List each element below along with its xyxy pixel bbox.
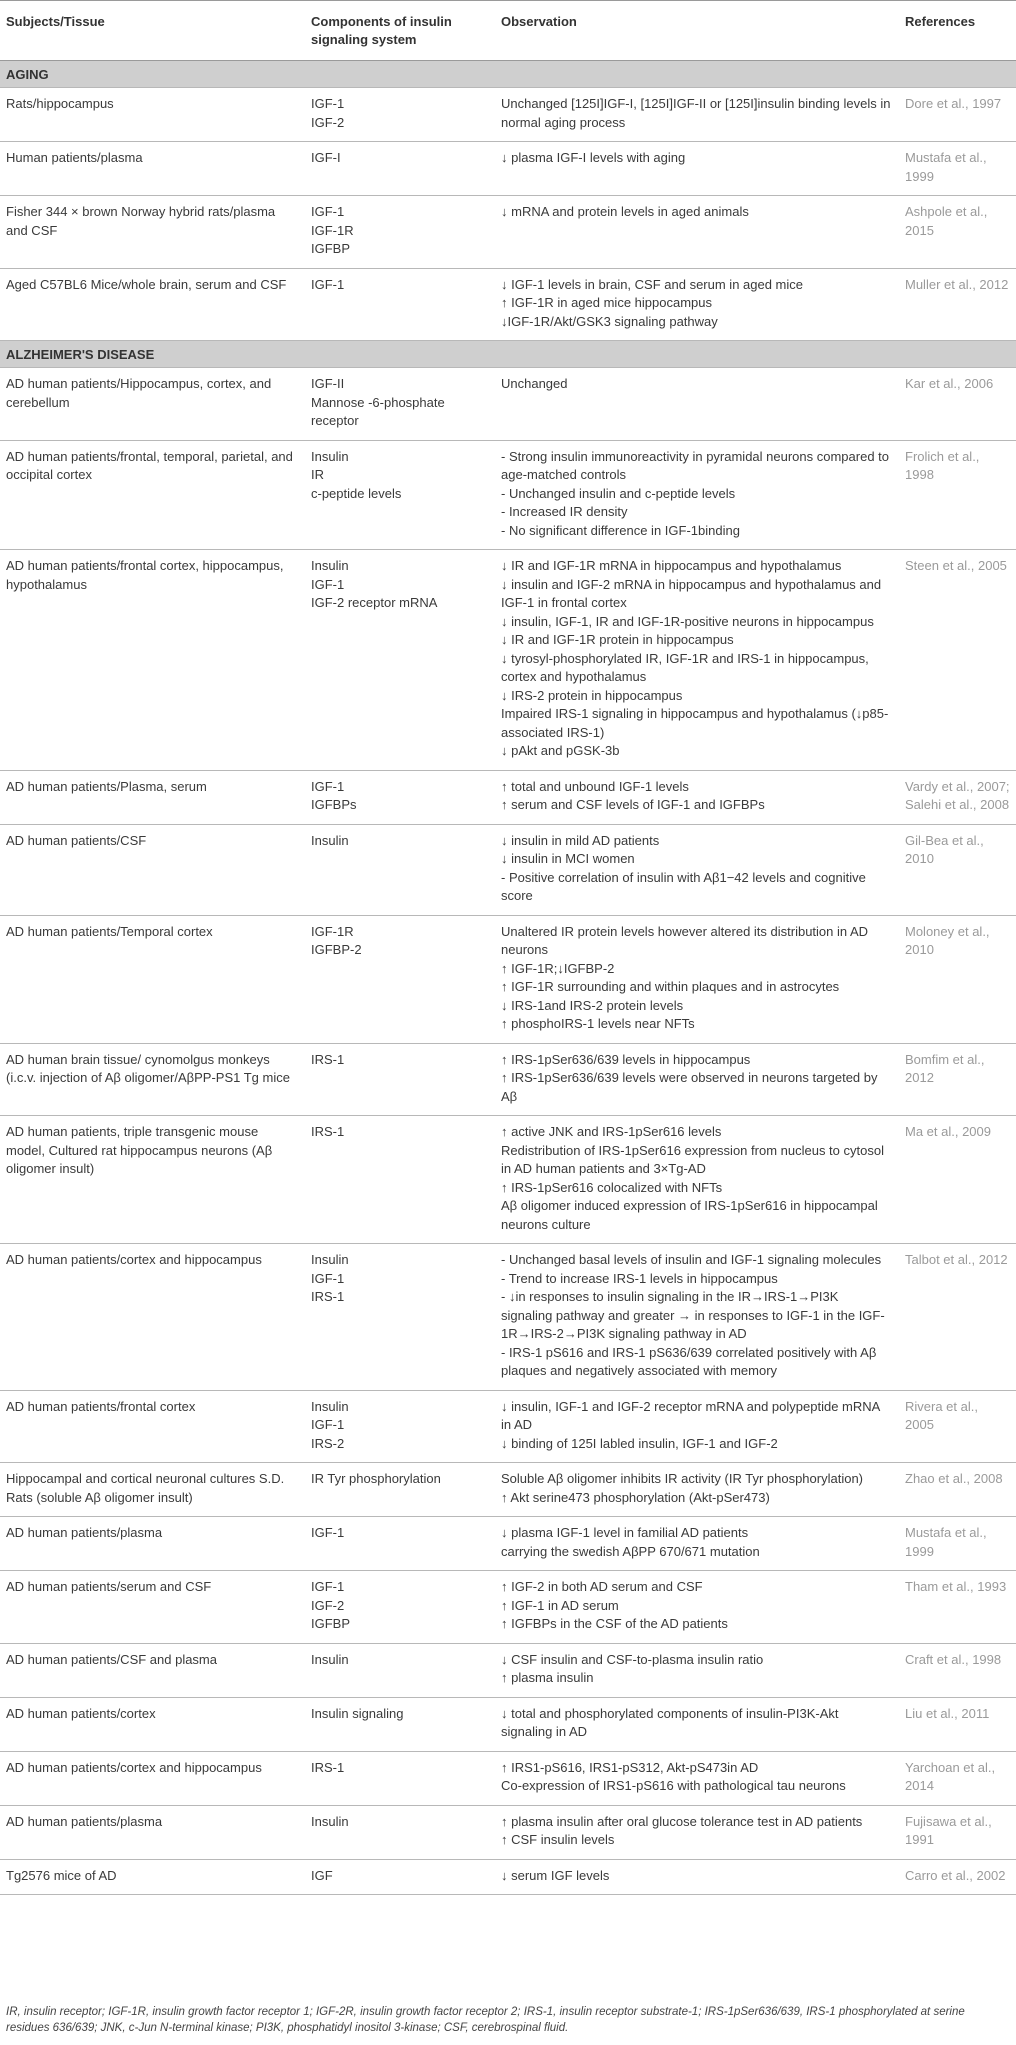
table-row [0, 1751, 1016, 1805]
component-line: IGF-1 [311, 96, 345, 111]
observation-line: ↓ insulin in mild AD patients [501, 832, 660, 848]
observation-line: ↓ plasma IGF-1 level in familial AD patients [501, 1525, 749, 1540]
subject-line: Rats (soluble Aβ oligomer insult) [6, 1489, 193, 1505]
components-cell [305, 770, 495, 824]
component-line: Mannose -6-phosphate receptor [311, 394, 445, 428]
component-line: IRS-1 [311, 1289, 345, 1304]
subject-line: Human patients/plasma [6, 150, 143, 165]
component-line: IGF-1 [311, 204, 345, 219]
subject-line: AD human brain tissue/ cynomolgus monkeys (i.c.v. injection of Aβ oligomer/AβPP-PS1 Tg mice [6, 1051, 290, 1085]
observation-line: ↓ insulin and IGF-2 mRNA in hippocampus and hypothalamus and IGF-1 in frontal cortex [501, 576, 882, 610]
components-cell [305, 1390, 495, 1463]
observation-line: ↓ IR and IGF-1R mRNA in hippocampus and hypothalamus [501, 558, 842, 573]
observation-line: Unchanged [501, 376, 568, 391]
observation-line: ↑ IGF-1 in AD serum [501, 1597, 619, 1613]
reference-cell: Vardy et al., 2007; Salehi et al., 2008 [899, 770, 1016, 824]
components-cell [305, 196, 495, 269]
components-cell [305, 1463, 495, 1517]
components-cell [305, 1571, 495, 1644]
reference-cell: Mustafa et al., 1999 [899, 1517, 1016, 1571]
reference-cell: Rivera et al., 2005 [899, 1390, 1016, 1463]
observation-line: - Positive correlation of insulin with Aβ1−42 levels and cognitive score [501, 869, 866, 903]
components-cell [305, 1697, 495, 1751]
observation-cell [495, 1517, 899, 1571]
reference-cell: Frolich et al., 1998 [899, 440, 1016, 550]
observation-line: - Strong insulin immunoreactivity in pyramidal neurons compared to age-matched controls [501, 448, 890, 482]
component-line: IRS-1 [311, 1124, 345, 1139]
subject-cell [0, 1643, 305, 1697]
component-line: IRS-2 [311, 1435, 345, 1451]
subject-cell [0, 196, 305, 269]
component-line: IGF-II [311, 376, 345, 391]
observation-line: - IRS-1 pS616 and IRS-1 pS636/639 correlated positively with Aβ plaques and negatively associated with memory [501, 1344, 877, 1378]
observation-cell [495, 142, 899, 196]
subject-cell [0, 1463, 305, 1517]
components-cell [305, 440, 495, 550]
subject-cell [0, 824, 305, 915]
reference-cell: Gil-Bea et al., 2010 [899, 824, 1016, 915]
subject-line: AD human patients/cortex and hippocampus [6, 1252, 262, 1267]
subject-cell [0, 1751, 305, 1805]
observation-cell [495, 1116, 899, 1244]
observation-line: ↑ IRS-1pSer616 colocalized with NFTs [501, 1179, 723, 1195]
observation-line: Redistribution of IRS-1pSer616 expression from nucleus to cytosol in AD human patients and 3×Tg-AD [501, 1142, 884, 1176]
observation-line: ↓ pAkt and pGSK-3b [501, 743, 620, 758]
table-row [0, 550, 1016, 771]
components-cell [305, 1859, 495, 1895]
component-line: Insulin signaling [311, 1705, 404, 1721]
reference-cell: Liu et al., 2011 [899, 1697, 1016, 1751]
observation-line: Unaltered IR protein levels however altered its distribution in AD neurons [501, 923, 869, 957]
component-line: IGF-2 receptor mRNA [311, 595, 438, 610]
observation-cell [495, 1463, 899, 1517]
component-line: IGF-1 [311, 778, 345, 794]
component-line: IGF [311, 1867, 333, 1883]
observation-cell [495, 1643, 899, 1697]
components-cell [305, 1116, 495, 1244]
subject-cell [0, 1043, 305, 1116]
table-row [0, 824, 1016, 915]
observation-cell [495, 550, 899, 771]
observation-line: ↓ IRS-1and IRS-2 protein levels [501, 997, 684, 1013]
observation-line: ↓ insulin, IGF-1, IR and IGF-1R-positive neurons in hippocampus [501, 613, 874, 629]
observation-cell [495, 1571, 899, 1644]
component-line: IGF-1 [311, 576, 345, 592]
observation-cell [495, 1390, 899, 1463]
reference-cell: Bomfim et al., 2012 [899, 1043, 1016, 1116]
observation-line: ↑ plasma insulin [501, 1670, 594, 1685]
subject-line: AD human patients/serum and CSF [6, 1579, 212, 1594]
table-row [0, 1805, 1016, 1859]
component-line: Insulin [311, 1651, 349, 1667]
table-row [0, 440, 1016, 550]
observation-line: ↓ plasma IGF-I levels with aging [501, 150, 686, 165]
section-title: AGING [0, 61, 1016, 88]
components-cell [305, 1517, 495, 1571]
component-line: Insulin [311, 448, 349, 464]
header-components: Components of insulin signaling system [305, 1, 495, 61]
component-line: IGF-1 [311, 1579, 345, 1594]
observation-cell [495, 368, 899, 441]
observation-cell [495, 770, 899, 824]
reference-cell: Craft et al., 1998 [899, 1643, 1016, 1697]
components-cell [305, 824, 495, 915]
components-cell [305, 142, 495, 196]
header-row [0, 1, 1016, 61]
component-line: IGF-2 [311, 1597, 345, 1613]
table-row [0, 770, 1016, 824]
observation-line: Co-expression of IRS1-pS616 with pathological tau neurons [501, 1778, 846, 1793]
table-row [0, 268, 1016, 341]
component-line: IGFBPs [311, 797, 357, 812]
header-observation: Observation [495, 1, 899, 61]
component-line: IGF-2 [311, 114, 345, 130]
subject-line: AD human patients/frontal cortex, hippocampus, hypothalamus [6, 558, 284, 592]
subject-cell [0, 1517, 305, 1571]
observation-line: Unchanged [125I]IGF-I, [125I]IGF-II or [125I]insulin binding levels in normal aging process [501, 96, 891, 130]
section-header-row [0, 341, 1016, 368]
subject-cell [0, 268, 305, 341]
table-row [0, 1043, 1016, 1116]
observation-line: Soluble Aβ oligomer inhibits IR activity (IR Tyr phosphorylation) [501, 1471, 864, 1486]
subject-line: AD human patients, triple transgenic mouse model, Cultured rat hippocampus neurons (Aβ oligomer insult) [6, 1124, 273, 1176]
reference-cell: Fujisawa et al., 1991 [899, 1805, 1016, 1859]
subject-line: AD human patients/CSF and plasma [6, 1651, 217, 1667]
components-cell [305, 550, 495, 771]
reference-cell: Carro et al., 2002 [899, 1859, 1016, 1895]
observation-line: ↑ IGFBPs in the CSF of the AD patients [501, 1616, 728, 1631]
subject-cell [0, 770, 305, 824]
subject-line: AD human patients/plasma [6, 1525, 163, 1540]
reference-cell: Zhao et al., 2008 [899, 1463, 1016, 1517]
component-line: Insulin [311, 1252, 349, 1267]
observation-cell [495, 1859, 899, 1895]
observation-line: ↑ IGF-1R in aged mice hippocampus [501, 295, 712, 310]
subject-line: AD human patients/frontal, temporal, parietal, and occipital cortex [6, 448, 293, 482]
observation-line: ↑ IGF-1R;↓IGFBP-2 [501, 960, 615, 976]
observation-line: ↓ serum IGF levels [501, 1867, 610, 1883]
component-line: c-peptide levels [311, 485, 402, 501]
reference-cell: Yarchoan et al., 2014 [899, 1751, 1016, 1805]
observation-line: ↓ total and phosphorylated components of insulin-PI3K-Akt signaling in AD [501, 1705, 839, 1739]
reference-cell: Ma et al., 2009 [899, 1116, 1016, 1244]
components-cell [305, 1751, 495, 1805]
observation-line: ↑ phosphoIRS-1 levels near NFTs [501, 1016, 695, 1031]
table-row [0, 1517, 1016, 1571]
subject-cell [0, 1805, 305, 1859]
observation-line: ↓ tyrosyl-phosphorylated IR, IGF-1R and IRS-1 in hippocampus, cortex and hypothalamus [501, 650, 869, 684]
reference-cell: Dore et al., 1997 [899, 88, 1016, 142]
component-line: IGFBP-2 [311, 942, 362, 957]
observation-cell [495, 1043, 899, 1116]
component-line: Insulin [311, 832, 349, 848]
subject-cell [0, 1859, 305, 1895]
table-row [0, 142, 1016, 196]
subject-cell [0, 1390, 305, 1463]
subject-cell [0, 1697, 305, 1751]
table-row [0, 1697, 1016, 1751]
observation-line: - No significant difference in IGF-1binding [501, 522, 740, 538]
subject-line: Tg2576 mice of AD [6, 1867, 117, 1883]
observation-line: ↓IGF-1R/Akt/GSK3 signaling pathway [501, 313, 718, 329]
table-row [0, 915, 1016, 1043]
header-references: References [899, 1, 1016, 61]
observation-line: ↓ IRS-2 protein in hippocampus [501, 687, 683, 703]
component-line: IR [311, 467, 324, 482]
observation-line: - Increased IR density [501, 504, 628, 519]
subject-line: Rats/hippocampus [6, 96, 114, 111]
header-subjects: Subjects/Tissue [0, 1, 305, 61]
observation-line: ↑ IRS-1pSer636/639 levels were observed in neurons targeted by Aβ [501, 1070, 878, 1104]
reference-cell: Tham et al., 1993 [899, 1571, 1016, 1644]
component-line: IGF-1 [311, 276, 345, 292]
components-cell [305, 1043, 495, 1116]
reference-cell: Kar et al., 2006 [899, 368, 1016, 441]
table-row [0, 1643, 1016, 1697]
components-cell [305, 268, 495, 341]
observation-line: carrying the swedish AβPP 670/671 mutation [501, 1543, 760, 1559]
observation-cell [495, 824, 899, 915]
observation-cell [495, 1244, 899, 1391]
subject-cell [0, 440, 305, 550]
table-row [0, 1244, 1016, 1391]
component-line: IGF-1 [311, 1270, 345, 1286]
observation-line: ↓ insulin, IGF-1 and IGF-2 receptor mRNA and polypeptide mRNA in AD [501, 1398, 880, 1432]
observation-line: - Trend to increase IRS-1 levels in hippocampus [501, 1270, 778, 1286]
table-row [0, 1859, 1016, 1895]
component-line: IGF-1R [311, 923, 354, 939]
subject-line: AD human patients/cortex and hippocampus [6, 1759, 262, 1775]
components-cell [305, 1244, 495, 1391]
observation-line: ↑ IRS-1pSer636/639 levels in hippocampus [501, 1051, 751, 1067]
subject-cell [0, 915, 305, 1043]
components-cell [305, 915, 495, 1043]
reference-cell: Talbot et al., 2012 [899, 1244, 1016, 1391]
observation-cell [495, 88, 899, 142]
observation-cell [495, 1805, 899, 1859]
observation-line: ↑ IGF-1R surrounding and within plaques and in astrocytes [501, 979, 840, 994]
subject-cell [0, 1116, 305, 1244]
table-row [0, 1390, 1016, 1463]
observation-line: ↑ CSF insulin levels [501, 1832, 615, 1847]
table-row [0, 368, 1016, 441]
component-line: IGF-I [311, 150, 341, 165]
subject-line: AD human patients/CSF [6, 832, 147, 848]
observation-line: ↑ IGF-2 in both AD serum and CSF [501, 1579, 703, 1594]
observation-line: ↑ serum and CSF levels of IGF-1 and IGFBPs [501, 797, 765, 812]
observation-line: ↑ active JNK and IRS-1pSer616 levels [501, 1124, 722, 1139]
reference-cell: Muller et al., 2012 [899, 268, 1016, 341]
observation-line: ↑ plasma insulin after oral glucose tolerance test in AD patients [501, 1813, 863, 1829]
subject-cell [0, 550, 305, 771]
subject-cell [0, 368, 305, 441]
observation-line: Aβ oligomer induced expression of IRS-1pSer616 in hippocampal neurons culture [501, 1198, 878, 1232]
observation-line: ↓ mRNA and protein levels in aged animals [501, 204, 749, 219]
subject-cell [0, 88, 305, 142]
observation-cell [495, 268, 899, 341]
observation-line: ↑ Akt serine473 phosphorylation (Akt-pSer473) [501, 1489, 770, 1505]
components-cell [305, 88, 495, 142]
reference-cell: Ashpole et al., 2015 [899, 196, 1016, 269]
table-header [0, 1, 1016, 61]
observation-line: - ↓in responses to insulin signaling in the IR→IRS-1→PI3K signaling pathway and greater → in responses to IGF-1 in the IGF-1R→IRS-2→PI3K signaling pathway in AD [501, 1289, 885, 1341]
section-header-row [0, 61, 1016, 88]
subject-line: AD human patients/Temporal cortex [6, 923, 213, 939]
component-line: IRS-1 [311, 1759, 345, 1775]
table-body [0, 61, 1016, 1895]
section-title: ALZHEIMER'S DISEASE [0, 341, 1016, 368]
component-line: IR Tyr phosphorylation [311, 1471, 441, 1486]
observation-line: ↓ IR and IGF-1R protein in hippocampus [501, 632, 734, 647]
subject-line: Fisher 344 × brown Norway hybrid rats/plasma and CSF [6, 204, 276, 238]
observation-line: ↑ total and unbound IGF-1 levels [501, 778, 689, 794]
observation-line: Impaired IRS-1 signaling in hippocampus and hypothalamus (↓p85-associated IRS-1) [501, 706, 889, 740]
component-line: IGF-1 [311, 1417, 345, 1432]
subject-cell [0, 1244, 305, 1391]
components-cell [305, 368, 495, 441]
table-row [0, 1463, 1016, 1517]
observation-line: ↑ IRS1-pS616, IRS1-pS312, Akt-pS473in AD [501, 1759, 759, 1775]
observation-cell [495, 915, 899, 1043]
reference-cell: Mustafa et al., 1999 [899, 142, 1016, 196]
subject-line: Aged C57BL6 Mice/whole brain, serum and CSF [6, 276, 287, 292]
observation-line: - Unchanged basal levels of insulin and IGF-1 signaling molecules [501, 1252, 882, 1267]
observation-cell [495, 1751, 899, 1805]
reference-cell: Moloney et al., 2010 [899, 915, 1016, 1043]
subject-line: AD human patients/frontal cortex [6, 1398, 196, 1414]
observation-cell [495, 1697, 899, 1751]
observation-line: ↓ insulin in MCI women [501, 851, 635, 866]
component-line: IGF-1R [311, 222, 354, 238]
observation-line: ↓ IGF-1 levels in brain, CSF and serum in aged mice [501, 276, 804, 292]
components-cell [305, 1805, 495, 1859]
subject-cell [0, 1571, 305, 1644]
observation-line: ↓ CSF insulin and CSF-to-plasma insulin ratio [501, 1651, 764, 1667]
component-line: IRS-1 [311, 1051, 345, 1067]
subject-line: Hippocampal and cortical neuronal cultures S.D. [6, 1471, 285, 1486]
table-row [0, 196, 1016, 269]
table-row [0, 88, 1016, 142]
subject-line: AD human patients/Plasma, serum [6, 778, 207, 794]
component-line: IGFBP [311, 241, 351, 256]
table-footnote: IR, insulin receptor; IGF-1R, insulin growth factor receptor 1; IGF-2R, insulin growth factor receptor 2; IRS-1, insulin receptor substrate-1; IRS-1pSer636/639, IRS-1 phosphorylated at serine residues 636/639; JNK, c-Jun N-terminal kinase; PI3K, phosphatidyl inositol 3-kinase; CSF, cerebrospinal fluid. [6, 2006, 965, 2034]
observation-line: - Unchanged insulin and c-peptide levels [501, 485, 736, 501]
observation-cell [495, 196, 899, 269]
table-row [0, 1571, 1016, 1644]
component-line: Insulin [311, 1398, 349, 1414]
subject-line: AD human patients/Hippocampus, cortex, and cerebellum [6, 376, 272, 410]
component-line: IGFBP [311, 1616, 351, 1631]
table-row [0, 1116, 1016, 1244]
component-line: Insulin [311, 558, 349, 573]
observation-cell [495, 440, 899, 550]
component-line: Insulin [311, 1813, 349, 1829]
components-cell [305, 1643, 495, 1697]
observation-line: ↓ binding of 125I labled insulin, IGF-1 and IGF-2 [501, 1435, 778, 1451]
subject-line: AD human patients/cortex [6, 1705, 156, 1721]
component-line: IGF-1 [311, 1525, 345, 1540]
subject-line: AD human patients/plasma [6, 1813, 163, 1829]
subject-cell [0, 142, 305, 196]
reference-cell: Steen et al., 2005 [899, 550, 1016, 771]
